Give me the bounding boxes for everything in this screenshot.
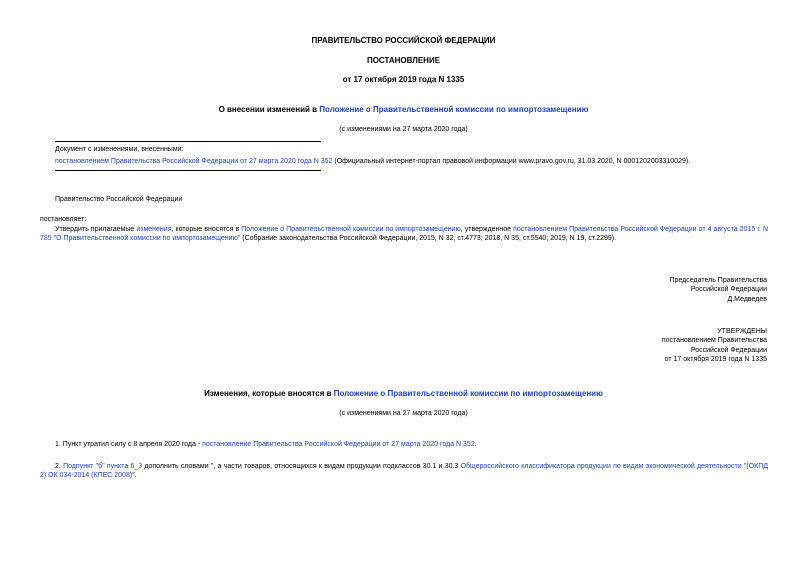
document-date-number: от 17 октября 2019 года N 1335 [342,75,465,84]
government-subject: Правительство Российской Федерации [55,196,183,203]
paragraph-approve-part1: Утвердить прилагаемые [55,226,137,233]
item-2-end: ". [132,472,137,480]
signature-line-3: Д.Медведев [727,295,767,303]
changes-title [0,389,807,400]
signature-block [517,276,767,304]
item-2-text: дополнить словами ", а части товаров, относящихся к видам продукции подклассов 30.1 и 30.3 [142,463,461,470]
changes-link[interactable]: изменения [136,226,172,233]
okpd-classifier-link[interactable]: Общероссийского классификатора продукции по видам экономической деятельности "(ОКПД 2) ОК 034-2014 (КПЕС 2008) [40,463,768,480]
item-2-number: 2. [55,463,64,470]
changes-box-top-rule [55,141,321,142]
regulation-link-2[interactable]: Положение о Правительственной комиссии по импортозамещению [241,226,461,233]
regulation-link[interactable]: Положение о Правительственной комиссии по импортозамещению [319,105,589,114]
document-title-prefix: О внесении изменений в [218,105,320,114]
item-1-end: . [474,441,477,448]
document-type-heading: ПОСТАНОВЛЕНИЕ [366,56,441,65]
decree-352-link[interactable]: постановление Правительства Российской Федерации от 27 марта 2020 года N 352 [202,441,475,448]
signature-line-2: Российской Федерации [690,286,767,294]
changes-box-source: (Официальный интернет-портал правовой информации www.pravo.gov.ru, 31.03.2020, N 0001202003310029). [332,158,691,166]
approved-line-1: УТВЕРЖДЕНЫ [717,328,767,335]
government-heading: ПРАВИТЕЛЬСТВО РОССИЙСКОЙ ФЕДЕРАЦИИ [311,36,496,45]
item-1-text: 1. Пункт утратил силу с 8 апреля 2020 года - [55,441,203,448]
changes-box-intro: Документ с изменениями, внесенными: [55,146,184,153]
changes-box-bottom-rule [55,170,321,171]
approved-block [517,327,767,365]
approved-line-2: постановлением Правительства [661,337,767,345]
changes-title-prefix: Изменения, которые вносятся в [204,389,334,398]
decree-785-link[interactable]: постановлением Правительства Российской Федерации от 4 августа 2015 г. N 785 "О Правительственной комиссии по импортозамещению" [40,226,768,243]
decides-word: постановляет: [40,216,87,223]
paragraph-approve [40,225,768,244]
paragraph-approve-part3: , утвержденное [460,226,514,233]
subparagraph-link[interactable]: Подпункт "б" пункта 6_3 [63,463,143,470]
approved-line-3: Российской Федерации [690,346,767,354]
paragraph-approve-part2: , которые вносятся в [171,226,242,233]
item-1 [55,440,768,449]
changes-box-text [55,157,775,166]
signature-line-1: Председатель Правительства [669,277,767,284]
paragraph-approve-part4: (Собрание законодательства Российской Федерации, 2015, N 32, ст.4773; 2018, N 35, ст.5540; 2019, N 19, ст.2299). [240,235,617,243]
changes-box [55,145,775,167]
approved-line-4: от 17 октября 2019 года N 1335 [664,356,767,364]
changes-amendment-note: (с изменениями на 27 марта 2020 года) [339,410,468,417]
document-title [0,105,807,116]
amending-decree-link[interactable]: постановлением Правительства Российской Федерации от 27 марта 2020 года N 352 [55,158,333,166]
amendment-note: (с изменениями на 27 марта 2020 года) [339,126,468,133]
item-2 [40,462,768,481]
regulation-link-3[interactable]: Положение о Правительственной комиссии по импортозамещению [333,389,603,398]
